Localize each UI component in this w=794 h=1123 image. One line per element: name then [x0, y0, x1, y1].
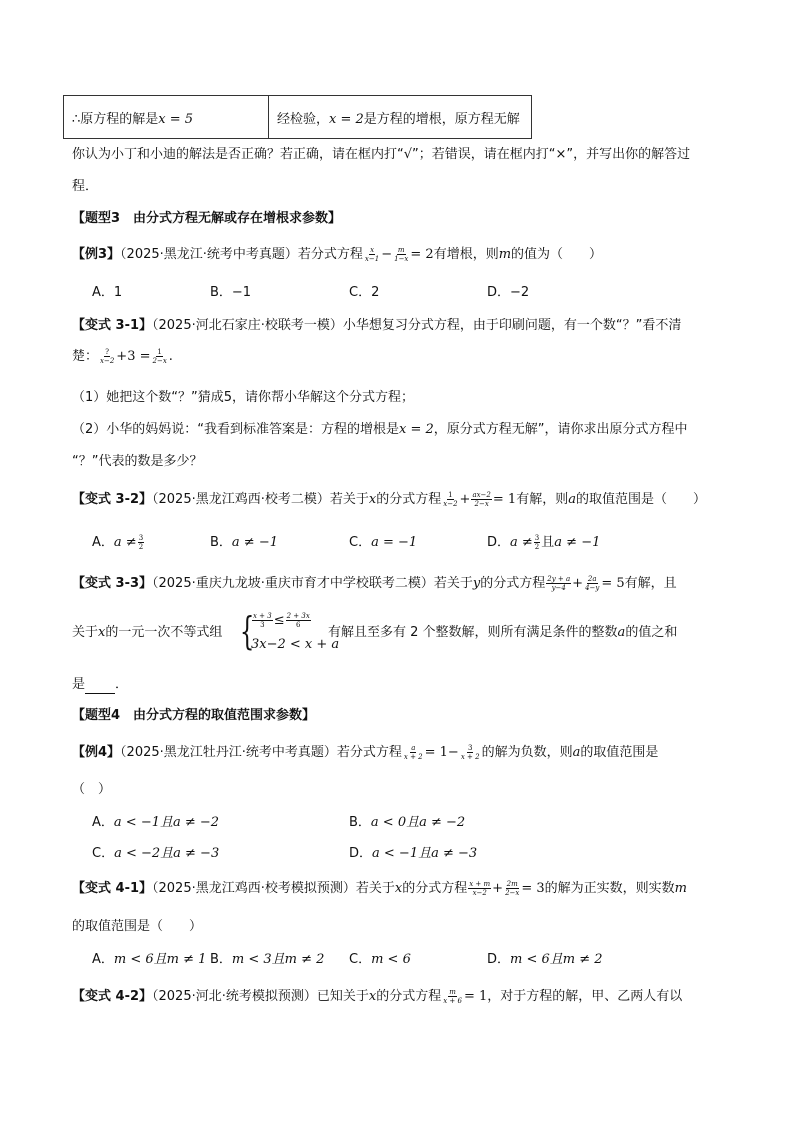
question-tag: 【变式 3-3】	[72, 576, 153, 591]
question-source: （2025·河北·统考模拟预测）	[152, 989, 317, 1004]
paragraph-line: 程．	[72, 179, 99, 194]
text: 的一元一次不等式组	[105, 625, 223, 640]
variant-4-1-question	[72, 880, 687, 898]
fraction	[152, 348, 168, 365]
text: 的解为正实数，则实数	[544, 881, 675, 896]
option-a	[92, 534, 145, 552]
variant-3-1-equation	[72, 348, 173, 366]
fraction	[468, 880, 491, 897]
table-cell-right	[269, 96, 532, 139]
text: 有增根，则	[433, 247, 499, 262]
numerator: ax−2	[472, 491, 491, 499]
text: 的分式方程	[376, 492, 442, 507]
text: 的分式方程	[402, 881, 468, 896]
math: m < 6且m ≠ 2	[510, 952, 603, 967]
question-tag: 【例4】	[72, 745, 121, 760]
denominator: y−4	[551, 584, 566, 592]
operator: −	[381, 247, 393, 262]
denominator: x−2	[443, 500, 458, 508]
numerator: 2a	[587, 575, 597, 583]
math: x	[368, 492, 377, 507]
numerator: ?	[105, 348, 110, 356]
question-source: （2025·河北石家庄·校联考一模）	[152, 318, 343, 333]
variant-4-1-line2: 的取值范围是（ ）	[72, 919, 203, 934]
option-letter: C．	[349, 535, 372, 550]
denominator: x−2	[472, 889, 487, 897]
math: x = 2	[399, 422, 434, 437]
option-letter: C．	[92, 846, 115, 861]
math: a < −1且a ≠ −2	[113, 815, 220, 830]
option-a: A．1	[92, 285, 123, 300]
math: = 2	[410, 247, 434, 262]
fraction	[286, 612, 311, 629]
denominator: x−1	[364, 255, 380, 263]
math: = 5	[601, 576, 625, 591]
denominator: 1−x	[394, 255, 409, 263]
fraction	[460, 744, 481, 761]
variant-3-3-line3	[72, 676, 128, 694]
section-heading: 【题型3 由分式方程无解或存在增根求参数】	[72, 211, 342, 226]
numerator: 2m	[506, 880, 518, 888]
fraction	[534, 534, 540, 551]
cell-text: ∴原方程的解是	[72, 111, 159, 127]
text: 有解且至多有 2 个整数解，则所有满足条件的整数	[328, 625, 618, 640]
option-letter: D．	[487, 535, 511, 550]
text: 有解，且	[624, 576, 677, 591]
inequality-1	[251, 612, 312, 630]
text: 有解，则	[516, 492, 569, 507]
question-source: （2025·黑龙江·统考中考真题）	[120, 247, 298, 262]
option-d: D．−2	[487, 285, 530, 300]
numerator: 3	[534, 534, 540, 542]
math: a	[568, 492, 576, 507]
option-b	[210, 951, 324, 969]
text: 若关于	[329, 492, 369, 507]
example-4-question	[72, 744, 658, 762]
sub-question-1: （1）她把这个数“？”猜成5，请你帮小华解这个分式方程；	[72, 390, 415, 405]
table-row	[64, 96, 532, 139]
question-tag: 【变式 3-2】	[72, 492, 153, 507]
fraction	[364, 246, 380, 263]
question-tag: 【变式 4-1】	[72, 881, 153, 896]
text: 楚：	[72, 349, 99, 364]
option-letter: A．	[92, 815, 114, 830]
denominator: 2	[534, 543, 540, 551]
text: （2）小华的妈妈说：“我看到标准答案是：方程的增根是	[72, 422, 400, 437]
denominator: 3	[260, 621, 265, 629]
text: 小华想复习分式方程，由于印刷问题，有一个数“？”看不清	[342, 318, 682, 333]
math: a ≠	[113, 535, 137, 550]
numerator: 2 + 3x	[286, 612, 310, 620]
denominator: 4−y	[585, 584, 600, 592]
option-b	[349, 814, 465, 832]
denominator: x + 6	[443, 997, 462, 1005]
math: x	[98, 625, 106, 640]
numerator: m	[397, 246, 405, 254]
fraction	[471, 491, 491, 508]
inequality-2: 3x−2 < x + a	[251, 637, 340, 652]
operator: +	[492, 881, 504, 896]
math: m < 6	[371, 952, 411, 967]
math: m < 6且m ≠ 1	[113, 952, 207, 967]
option-letter: C．	[349, 952, 372, 967]
denominator: 2−x	[474, 500, 489, 508]
option-a	[92, 951, 206, 969]
sub-question-2-cont: “？”代表的数是多少？	[72, 454, 203, 469]
example-3-question	[72, 246, 602, 264]
text: 若关于	[355, 881, 395, 896]
fraction	[403, 744, 424, 761]
math: y	[472, 576, 481, 591]
denominator: x + 2	[460, 753, 480, 761]
operator: +	[572, 576, 584, 591]
math: a < −1且a ≠ −3	[372, 846, 478, 861]
text: 的值之和	[625, 625, 678, 640]
denominator: 2−x	[505, 889, 520, 897]
option-d	[349, 845, 477, 863]
math: a = −1	[371, 535, 418, 550]
math: a	[572, 745, 581, 760]
option-letter: B．	[349, 815, 371, 830]
text: 关于	[72, 625, 99, 640]
denominator: 6	[295, 621, 301, 629]
question-source: （2025·黑龙江鸡西·校考二模）	[152, 492, 330, 507]
variant-4-2-question	[72, 988, 682, 1006]
question-tag: 【变式 3-1】	[72, 318, 153, 333]
text: 的取值范围是（ ）	[575, 492, 706, 507]
denominator: 2−x	[152, 357, 167, 365]
variant-3-3-line2-cont	[328, 624, 677, 642]
math: x = 5	[158, 111, 194, 127]
text: 是	[72, 677, 86, 692]
question-source: （2025·黑龙江牡丹江·统考中考真题）	[120, 745, 337, 760]
math: a ≠ −1	[231, 535, 278, 550]
option-c	[349, 534, 417, 552]
text: 若关于	[433, 576, 473, 591]
fraction	[138, 534, 144, 551]
math: a ≠	[510, 535, 533, 550]
variant-3-3-line2	[72, 624, 222, 642]
math: a < −2且a ≠ −3	[114, 846, 220, 861]
text: 且	[541, 535, 555, 550]
text: ．	[115, 677, 129, 692]
paragraph-line: 你认为小丁和小迪的解法是否正确？若正确，请在框内打“√”；若错误，请在框内打“×”，并写出你的解答过	[72, 147, 691, 162]
option-letter: B．	[210, 952, 232, 967]
math: a ≠ −1	[554, 535, 601, 550]
cell-text: 是方程的增根，原方程无解	[363, 111, 520, 127]
brace-icon: {	[239, 609, 255, 653]
option-b	[210, 534, 278, 552]
text: ，对于方程的解，甲、乙两人有以	[487, 989, 683, 1004]
text: 的分式方程	[480, 576, 546, 591]
section-heading: 【题型4 由分式方程的取值范围求参数】	[72, 708, 316, 723]
option-letter: D．	[349, 846, 373, 861]
option-letter: D．	[487, 952, 511, 967]
cell-text: 经检验，	[277, 111, 330, 127]
option-letter: A．	[92, 952, 114, 967]
fraction	[584, 575, 600, 592]
text: 的分式方程	[376, 989, 442, 1004]
operator: ≤	[273, 613, 285, 628]
math: a	[617, 625, 626, 640]
math: a < 0且a ≠ −2	[370, 815, 466, 830]
math: m < 3且m ≠ 2	[231, 952, 325, 967]
option-c: C．2	[349, 285, 380, 300]
text: 若分式方程	[297, 247, 363, 262]
text: ，原分式方程无解”，请你求出原分式方程中	[433, 422, 688, 437]
variant-3-3-question	[72, 575, 677, 593]
text: 的值为（ ）	[511, 247, 603, 262]
math: = 1	[492, 492, 517, 507]
numerator: 1	[157, 348, 162, 356]
text: 的解为负数，则	[481, 745, 573, 760]
answer-blank[interactable]	[85, 681, 115, 694]
operator: +	[459, 492, 471, 507]
numerator: x	[370, 246, 375, 254]
math: m	[498, 247, 512, 262]
math: x	[368, 989, 377, 1004]
option-letter: A．	[92, 535, 114, 550]
question-tag: 【例3】	[72, 247, 121, 262]
text: 的取值范围是	[580, 745, 659, 760]
option-letter: B．	[210, 535, 232, 550]
fraction	[393, 246, 409, 263]
table-cell-left	[64, 96, 269, 139]
option-b: B．−1	[210, 285, 252, 300]
option-c	[92, 845, 219, 863]
option-c	[349, 951, 411, 969]
numerator: 3	[138, 534, 144, 542]
option-d	[487, 534, 600, 552]
fraction	[252, 612, 273, 629]
numerator: m	[449, 988, 456, 996]
variant-3-2-question	[72, 491, 706, 509]
numerator: x + 3	[253, 612, 272, 620]
option-d	[487, 951, 603, 969]
question-tag: 【变式 4-2】	[72, 989, 153, 1004]
fraction	[504, 880, 520, 897]
numerator: x + m	[469, 880, 491, 888]
fraction	[99, 348, 115, 365]
math: x	[394, 881, 403, 896]
question-source: （2025·重庆九龙坡·重庆市育才中学校联考二模）	[152, 576, 434, 591]
denominator: x−2	[100, 357, 115, 365]
text: .	[168, 349, 173, 364]
text: 若分式方程	[336, 745, 402, 760]
math: x = 2	[329, 111, 364, 127]
variant-3-1-question	[72, 317, 681, 335]
text: 已知关于	[316, 989, 369, 1004]
math: = 1−	[424, 745, 459, 760]
fraction	[442, 988, 463, 1005]
sub-question-2	[72, 421, 688, 439]
numerator: 3	[467, 744, 473, 752]
numerator: a	[411, 744, 416, 752]
math: m	[674, 881, 687, 896]
denominator: 2	[138, 543, 144, 551]
numerator: 2y + a	[547, 575, 571, 583]
math: = 3	[521, 881, 545, 896]
math: = 1	[463, 989, 488, 1004]
math: +3 =	[116, 349, 151, 364]
denominator: x + 2	[403, 753, 423, 761]
question-source: （2025·黑龙江鸡西·校考模拟预测）	[152, 881, 356, 896]
solution-table	[63, 95, 532, 139]
answer-paren: （ ）	[72, 782, 112, 797]
fraction	[442, 491, 458, 508]
fraction	[546, 575, 571, 592]
numerator: 1	[448, 491, 453, 499]
option-a	[92, 814, 219, 832]
